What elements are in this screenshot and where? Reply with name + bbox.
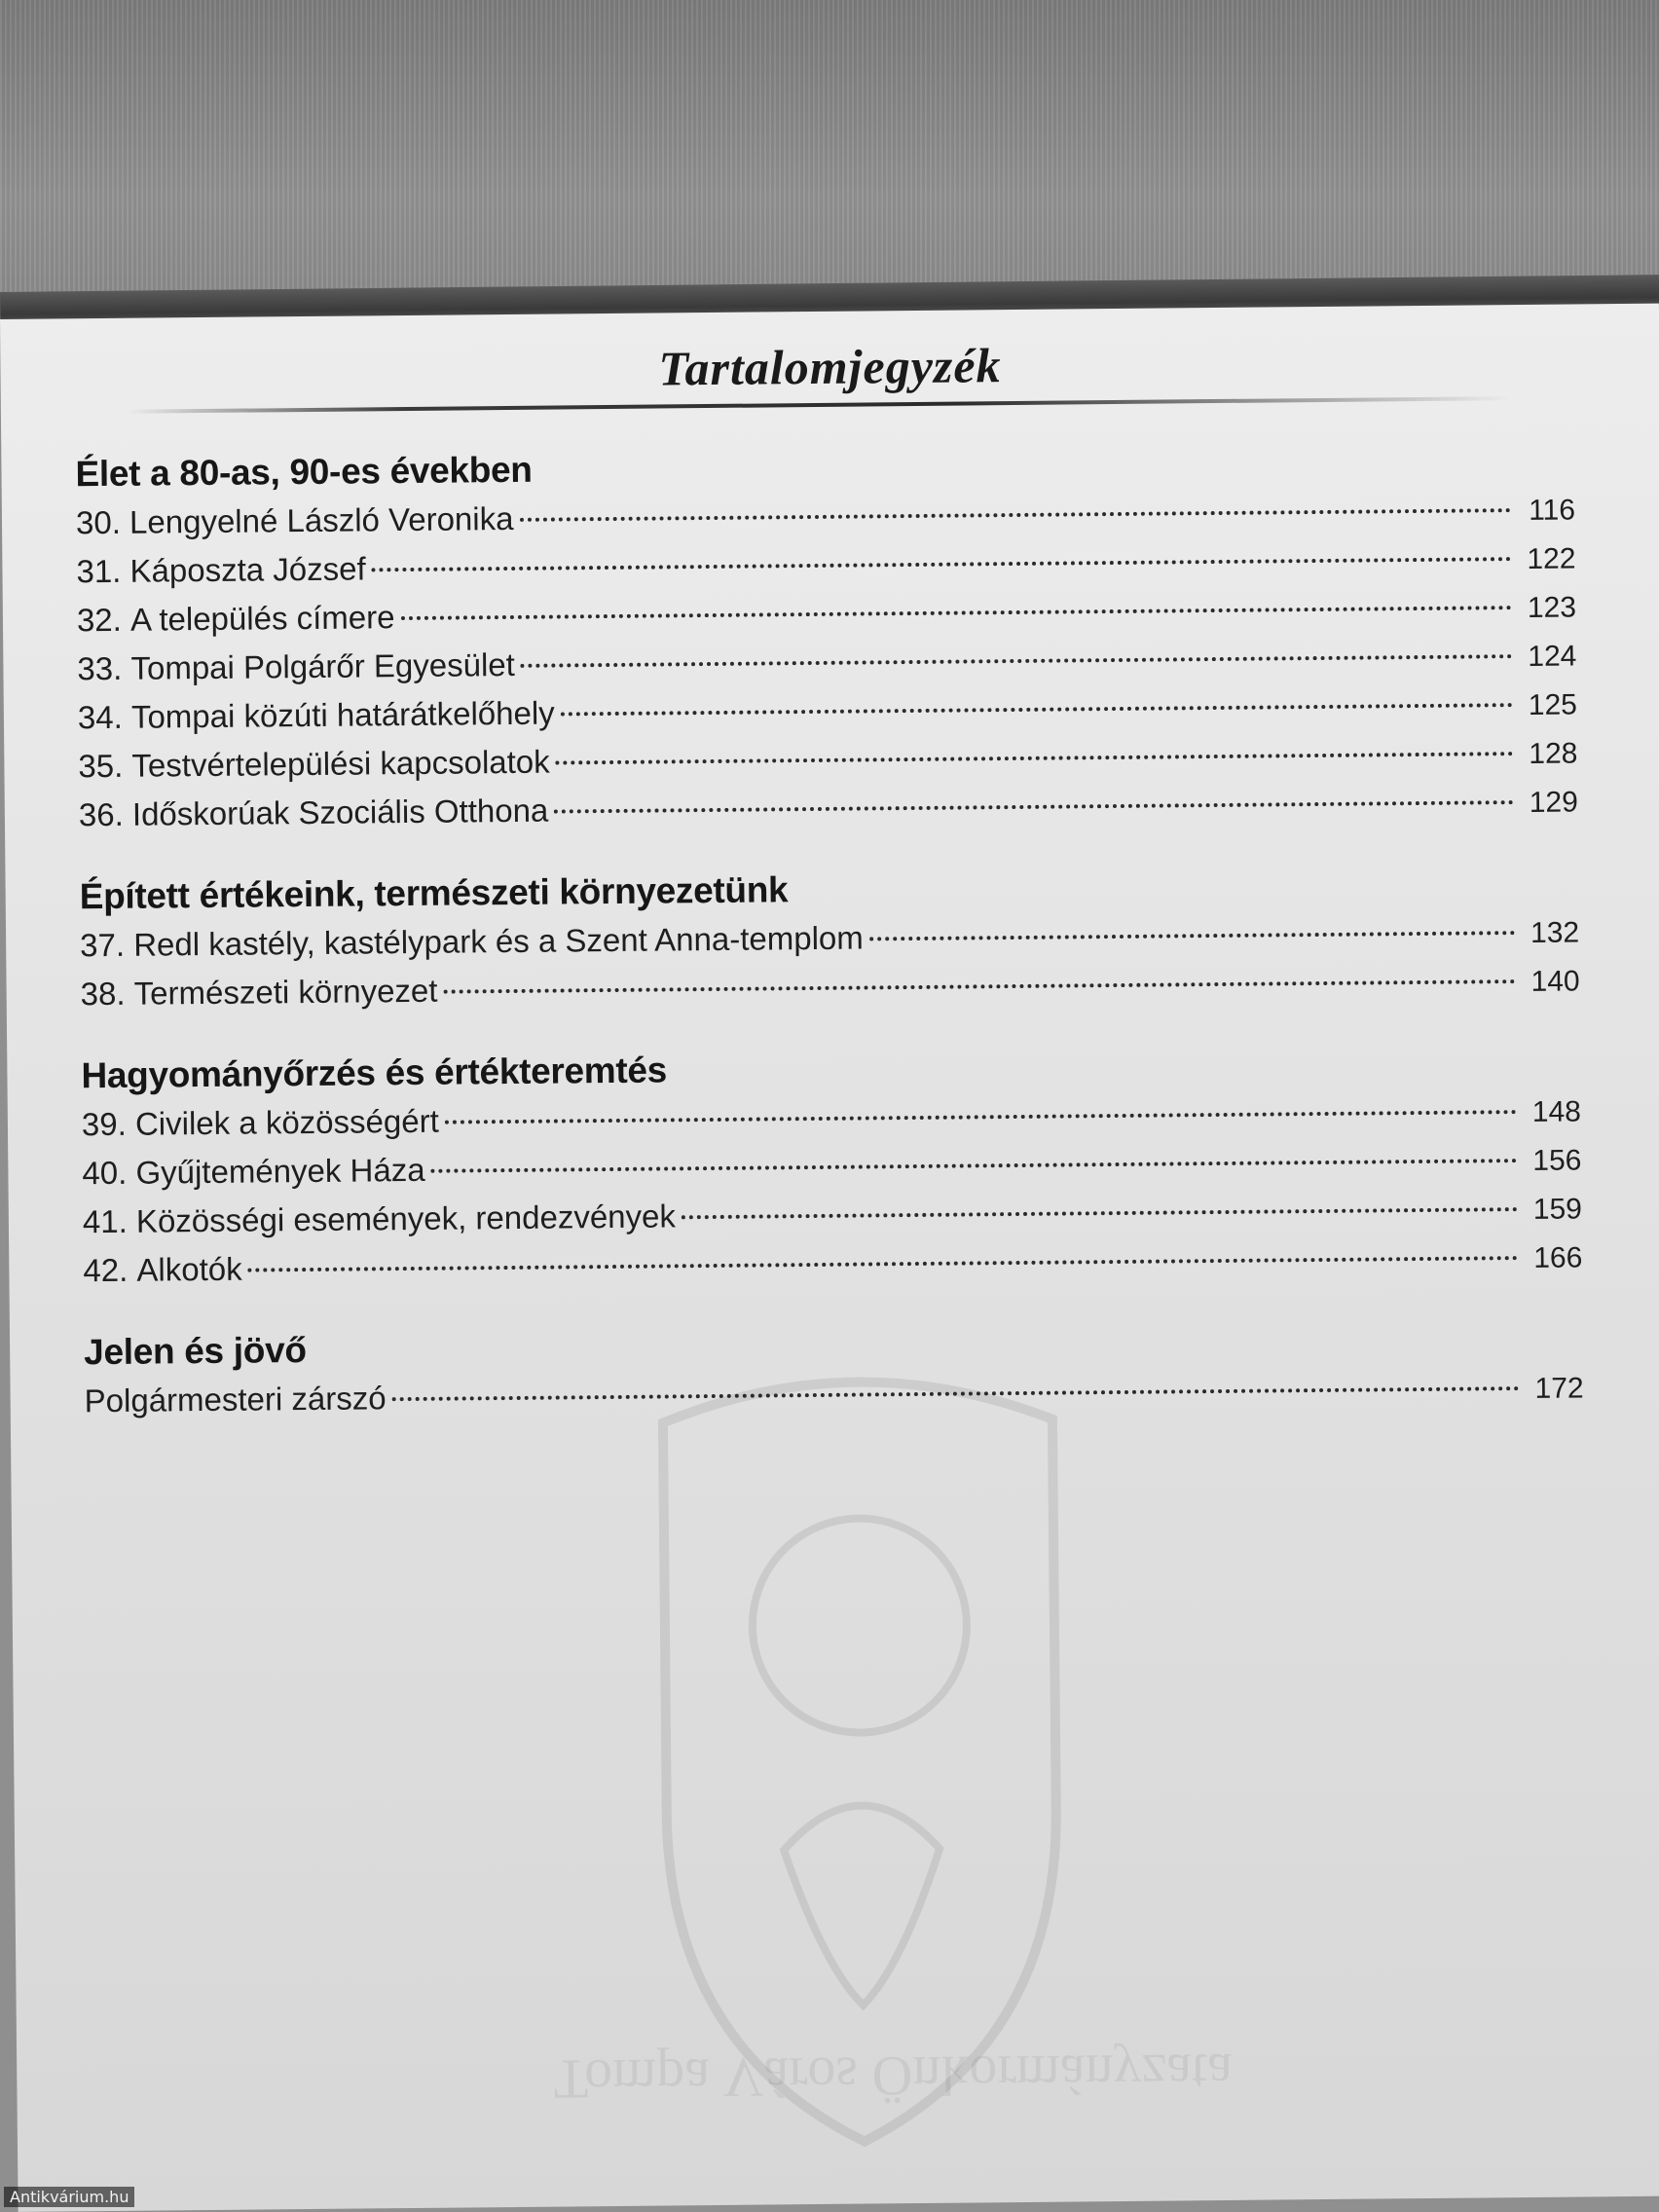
dot-leader [372, 557, 1512, 571]
entry-number: 37. [79, 926, 134, 964]
entry-label: Polgármesteri zárszó [84, 1380, 387, 1419]
watermark-label: Antikvárium.hu [4, 2187, 134, 2207]
entry-number: 41. [82, 1202, 137, 1240]
entry-number: 42. [83, 1251, 137, 1289]
entry-number: 35. [78, 747, 132, 785]
entry-label: Gyűjtemények Háza [135, 1151, 425, 1191]
dot-leader [556, 752, 1514, 764]
entry-page: 132 [1530, 916, 1580, 949]
entry-label: Testvértelepülési kapcsolatok [131, 743, 550, 784]
entry-page: 159 [1532, 1193, 1583, 1226]
dot-leader [561, 703, 1513, 716]
entry-page: 129 [1529, 786, 1578, 819]
entry-number: 38. [80, 975, 134, 1013]
entry-number: 39. [81, 1105, 136, 1143]
dot-leader [869, 931, 1515, 940]
entry-page: 172 [1534, 1372, 1584, 1405]
entry-label: Káposzta József [129, 550, 366, 589]
entry-page: 124 [1528, 640, 1577, 673]
entry-page: 140 [1530, 965, 1580, 998]
entry-page: 128 [1529, 737, 1578, 770]
dot-leader [392, 1386, 1520, 1401]
section-heading: Jelen és jövő [83, 1330, 307, 1373]
entry-label: Természeti környezet [133, 972, 438, 1012]
entry-page: 125 [1528, 688, 1578, 721]
dot-leader [521, 654, 1513, 668]
entry-number: 34. [77, 698, 132, 736]
entry-label: Tompai közúti határátkelőhely [130, 694, 555, 735]
book-page [0, 304, 1659, 2212]
entry-label: Civilek a közösségért [134, 1102, 439, 1142]
section-heading: Hagyományőrzés és értékteremtés [81, 1050, 668, 1096]
entry-page: 116 [1528, 494, 1576, 527]
entry-label: Közösségi események, rendezvények [135, 1198, 677, 1239]
entry-label: Tompai Polgárőr Egyesület [130, 645, 516, 686]
dot-leader [554, 800, 1514, 813]
entry-page: 148 [1531, 1095, 1582, 1128]
entry-label: Alkotók [136, 1250, 242, 1288]
entry-label: A település címere [129, 599, 395, 638]
entry-number: 36. [78, 795, 133, 833]
table-of-contents [75, 436, 1584, 1459]
entry-page: 123 [1527, 591, 1577, 624]
toc-section [75, 436, 1578, 840]
dot-leader [519, 508, 1510, 522]
entry-page: 122 [1527, 542, 1576, 575]
entry-number: 32. [76, 601, 131, 639]
toc-section [81, 1038, 1582, 1296]
dot-leader [400, 606, 1511, 620]
page-title: Tartalomjegyzék [658, 338, 1002, 396]
dot-leader [445, 1110, 1517, 1124]
entry-number: 30. [75, 503, 130, 541]
entry-label: Időskorúak Szociális Otthona [131, 792, 549, 832]
entry-page: 156 [1532, 1144, 1582, 1177]
dot-leader [248, 1256, 1519, 1272]
entry-page: 166 [1533, 1241, 1583, 1274]
entry-label: Lengyelné László Veronika [129, 499, 514, 540]
entry-number: 40. [82, 1154, 136, 1192]
dot-leader [431, 1159, 1518, 1173]
toc-section [79, 859, 1579, 1019]
entry-number: 31. [76, 552, 130, 590]
section-heading: Épített értékeink, természeti környezetünk [79, 869, 789, 917]
section-heading: Élet a 80-as, 90-es években [75, 449, 533, 495]
entry-label: Redl kastély, kastélypark és a Szent Anna-templom [133, 919, 864, 963]
dot-leader [682, 1207, 1518, 1219]
show-through-text: Tompa Város Önkormányzata [553, 2041, 1234, 2112]
entry-number: 33. [77, 649, 131, 687]
dot-leader [443, 979, 1515, 994]
toc-section [84, 1314, 1584, 1426]
